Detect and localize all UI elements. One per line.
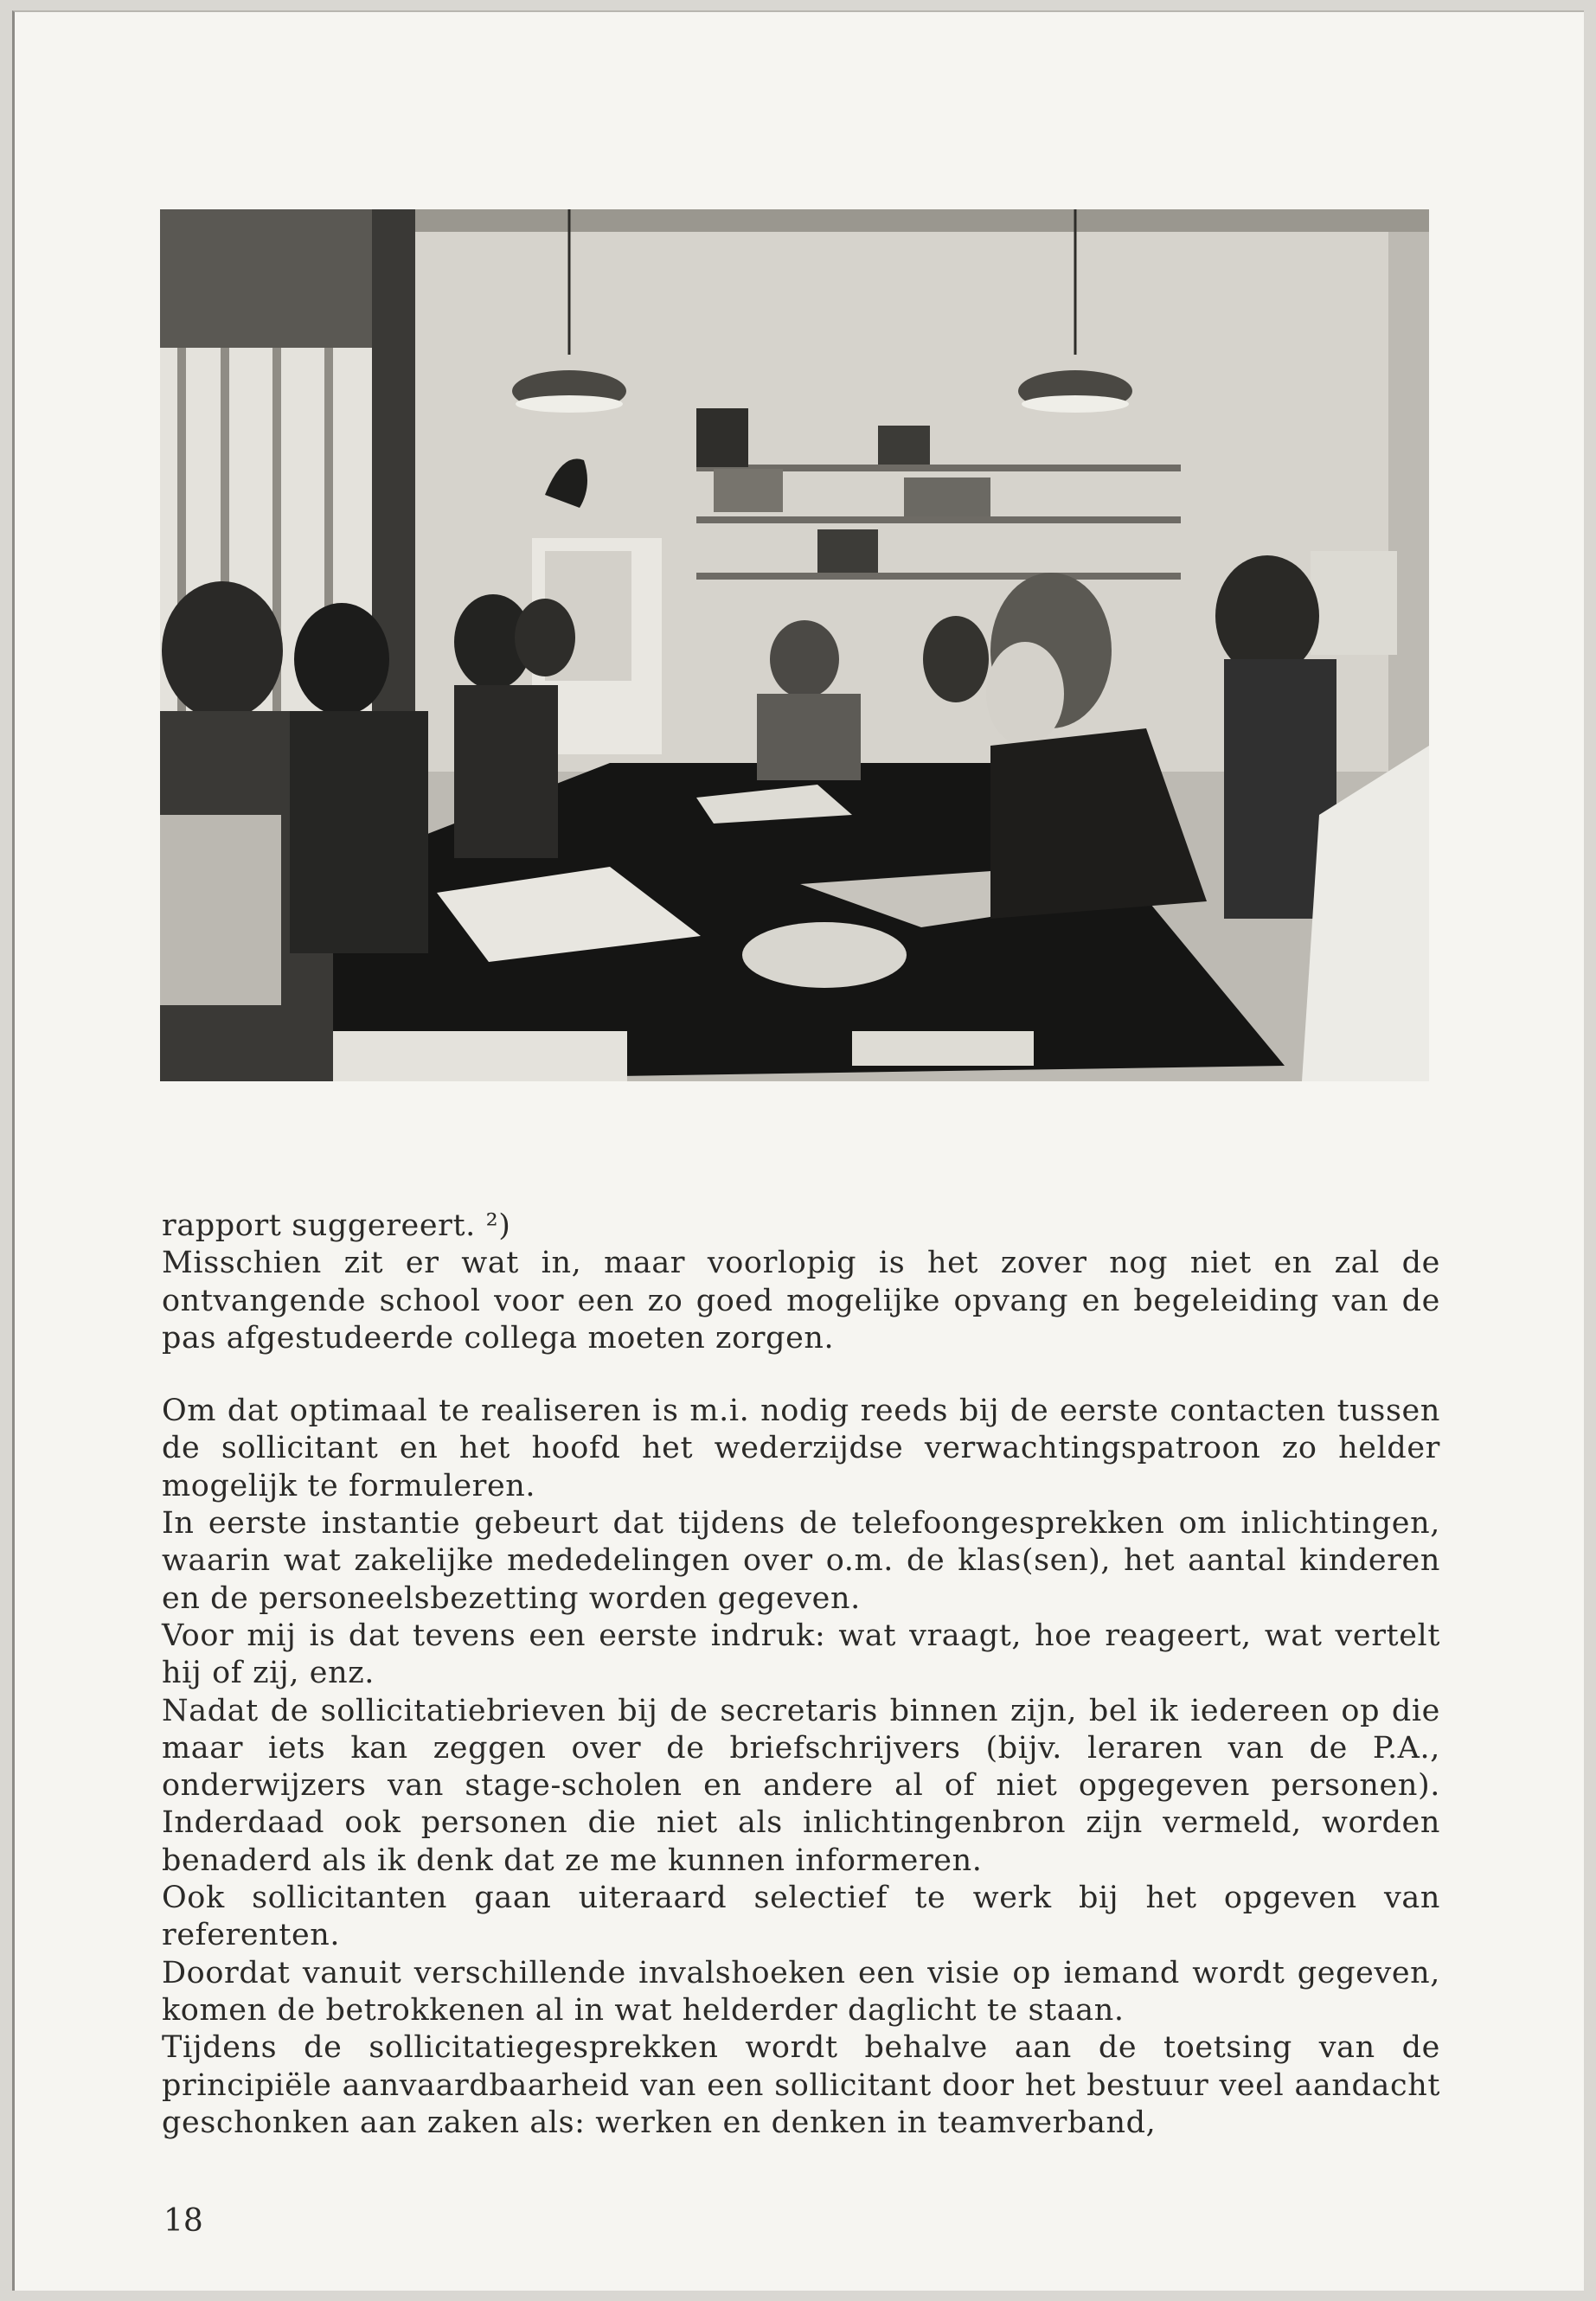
paragraph: Nadat de sollicitatiebrieven bij de secretaris binnen zijn, bel ik iedereen op die maar iets kan zeggen over de briefschrijvers (bijv. leraren van de P.A., onderwijzers van stage-scholen en andere al of niet opgegeven personen). Inderdaad ook personen die niet als inlichtingenbron zijn vermeld, worden benaderd als ik denk dat ze me kunnen informeren. [162,1693,1440,1878]
paragraph: Ook sollicitanten gaan uiteraard selectief te werk bij het opgeven van referenten. [162,1881,1440,1953]
meeting-photo-image [160,209,1429,1081]
paragraph: rapport suggereert. ²) [162,1208,511,1243]
paragraph: Tijdens de sollicitatiegesprekken wordt behalve aan de toetsing van de principiële aanvaardbaarheid van een sollicitant door het bestuur veel aandacht geschonken aan zaken als: werken en denken in teamverband, [162,2030,1440,2140]
meeting-photo [160,209,1429,1081]
page-number: 18 [163,2203,203,2239]
paragraph: In eerste instantie gebeurt dat tijdens de telefoongesprekken om inlichtingen, waarin wat zakelijke mededelingen over o.m. de klas(sen), het aantal kinderen en de personeelsbezetting worden gegeven. [162,1506,1440,1616]
paragraph: Voor mij is dat tevens een eerste indruk: wat vraagt, hoe reageert, wat vertelt hij of zij, enz. [162,1618,1440,1691]
paragraph: Misschien zit er wat in, maar voorlopig is het zover nog niet en zal de ontvangende school voor een zo goed mogelijke opvang en begeleiding van de pas afgestudeerde collega moeten zorgen. [162,1246,1440,1356]
paragraph: Doordat vanuit verschillende invalshoeken een visie op iemand wordt gegeven, komen de betrokkenen al in wat helderder daglicht te staan. [162,1955,1440,2028]
document-page [12,10,1584,2291]
body-text [162,1208,1440,2142]
paragraph: Om dat optimaal te realiseren is m.i. nodig reeds bij de eerste contacten tussen de sollicitant en het hoofd het wederzijdse verwachtingspatroon zo helder mogelijk te formuleren. [162,1394,1440,1503]
paragraph-spacer [162,1357,1440,1393]
